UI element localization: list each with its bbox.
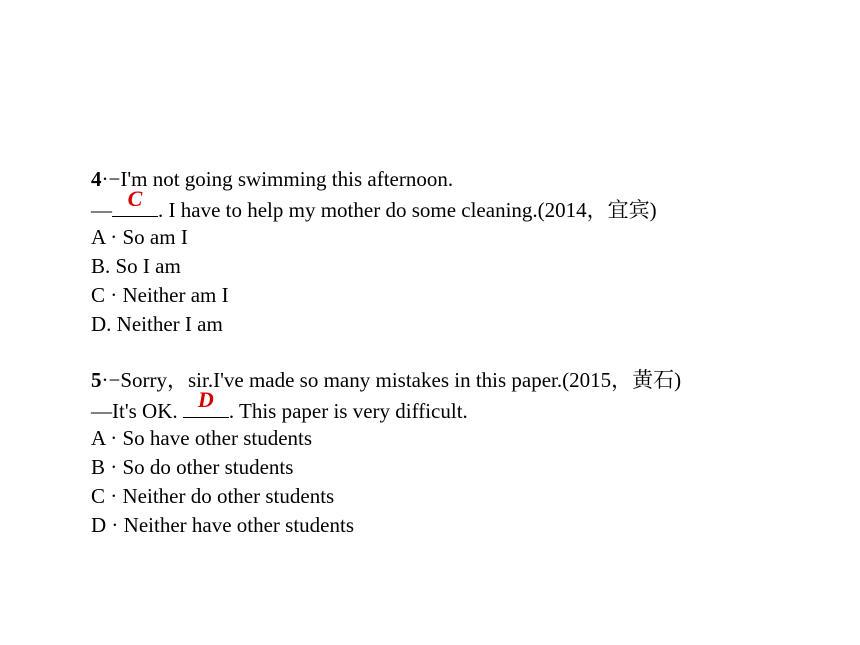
option-a: A · So am I bbox=[91, 225, 188, 249]
option-d: D. Neither I am bbox=[91, 312, 223, 336]
answer-blank bbox=[112, 186, 158, 217]
question-4 bbox=[91, 165, 657, 339]
number-separator: · bbox=[101, 368, 109, 392]
question-reply bbox=[91, 387, 681, 424]
reply-suffix: . This paper is very difficult. bbox=[228, 399, 468, 423]
answer-blank bbox=[183, 387, 229, 418]
question-number: 4 bbox=[91, 167, 102, 191]
question-number: 5 bbox=[91, 368, 102, 392]
question-prompt: −I'm not going swimming this afternoon. bbox=[108, 167, 454, 191]
option-c: C · Neither am I bbox=[91, 283, 229, 307]
question-5 bbox=[91, 366, 681, 540]
question-stem bbox=[91, 366, 681, 395]
option-a: A · So have other students bbox=[91, 426, 313, 450]
answer-letter: D bbox=[197, 387, 214, 412]
number-separator: · bbox=[101, 167, 109, 191]
reply-prefix: —It's OK. bbox=[91, 399, 183, 423]
reply-prefix: — bbox=[91, 198, 112, 222]
question-reply bbox=[91, 186, 657, 223]
option-c: C · Neither do other students bbox=[91, 484, 335, 508]
answer-letter: C bbox=[127, 186, 143, 211]
question-prompt: −Sorry，sir.I've made so many mistakes in this paper.(2015，黄石) bbox=[108, 368, 682, 392]
option-d: D · Neither have other students bbox=[91, 513, 355, 537]
question-stem bbox=[91, 165, 657, 194]
reply-suffix: . I have to help my mother do some cleaning.(2014，宜宾) bbox=[158, 198, 657, 222]
option-b: B · So do other students bbox=[91, 455, 294, 479]
option-b: B. So I am bbox=[91, 254, 181, 278]
